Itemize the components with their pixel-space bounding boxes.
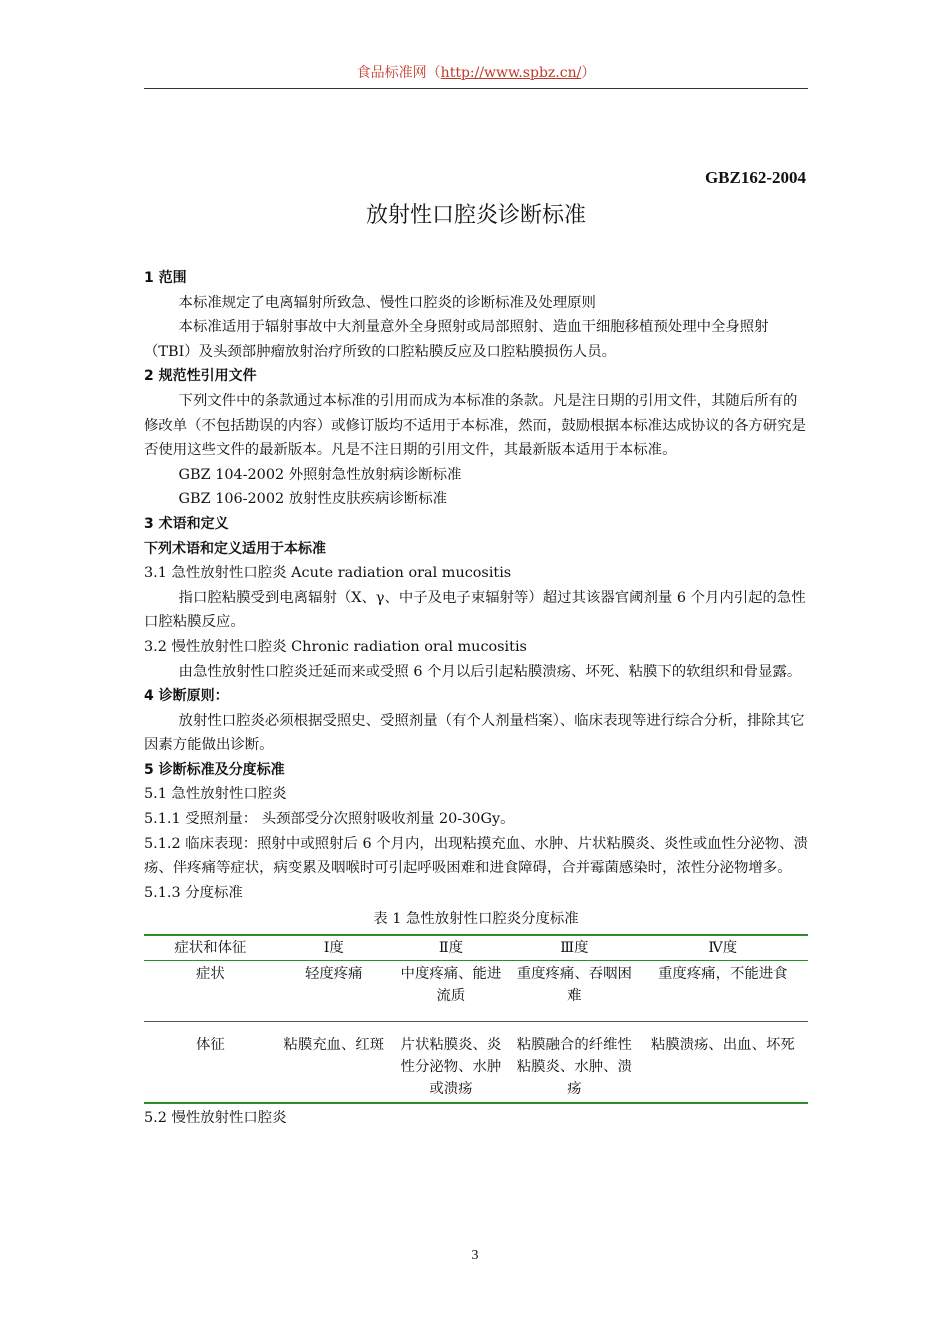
section-5-2: 5.2 慢性放射性口腔炎 — [144, 1110, 287, 1127]
table-row — [144, 1022, 808, 1104]
section-4-paragraph-1: 放射性口腔炎必须根据受照史、受照剂量（有个人剂量档案）、临床表现等进行综合分析，排除其它因素方能做出诊断。 — [144, 712, 805, 754]
header-cell: 症状和体征 — [144, 935, 277, 961]
table-cell: 体征 — [144, 1022, 277, 1104]
table-cell: 症状 — [196, 966, 225, 983]
table-cell: 粘膜溃疡、出血、坏死 — [638, 1022, 808, 1104]
document-title: 放射性口腔炎诊断标准 — [365, 203, 586, 228]
section-3-heading: 3 术语和定义 — [144, 515, 229, 532]
page-header — [144, 62, 808, 82]
table-cell: 重度疼痛，不能进食 — [658, 966, 788, 983]
document-body — [144, 266, 808, 1131]
site-name: 食品标准网（ — [356, 65, 441, 81]
table-cell: 重度疼痛、吞咽困难 — [516, 966, 632, 1005]
header-close-paren: ） — [581, 65, 596, 81]
section-5-1: 5.1 急性放射性口腔炎 — [144, 786, 287, 803]
section-5-1-1: 5.1.1 受照剂量： 头颈部受分次照射吸收剂量 20-30Gy。 — [144, 811, 515, 828]
table-cell: 片状粘膜炎、炎性分泌物、水肿或溃疡 — [391, 1022, 511, 1104]
reference-gbz106: GBZ 106-2002 放射性皮肤疾病诊断标准 — [178, 491, 448, 508]
section-3-intro: 下列术语和定义适用于本标准 — [144, 540, 326, 557]
section-4-heading: 4 诊断原则： — [144, 688, 229, 705]
table-cell: 轻度疼痛 — [305, 966, 363, 983]
header-cell: Ⅰ度 — [277, 935, 391, 961]
section-1-heading: 1 范围 — [144, 270, 187, 286]
section-5-heading: 5 诊断标准及分度标准 — [144, 761, 285, 778]
table-row — [144, 961, 808, 1022]
section-1-paragraph-2: 本标准适用于辐射事故中大剂量意外全身照射或局部照射、造血干细胞移植预处理中全身照射（TBI）及头颈部肿瘤放射治疗所致的口腔粘膜反应及口腔粘膜损伤人员。 — [144, 319, 769, 360]
term-3-1-definition: 指口腔粘膜受到电离辐射（X、γ、中子及电子束辐射等）超过其该器官阈剂量 6 个月内引起的急性口腔粘膜反应。 — [144, 589, 806, 631]
term-3-2: 3.2 慢性放射性口腔炎 Chronic radiation oral mucositis — [144, 638, 527, 655]
page-number: 3 — [471, 1248, 479, 1263]
term-3-2-definition: 由急性放射性口腔炎迁延而来或受照 6 个月以后引起粘膜溃疡、坏死、粘膜下的软组织和骨显露。 — [178, 663, 802, 680]
table-cell: 中度疼痛、能进流质 — [400, 966, 502, 1005]
header-cell: Ⅱ度 — [391, 935, 511, 961]
table-header-row — [144, 935, 808, 961]
section-2-paragraph-1: 下列文件中的条款通过本标准的引用而成为本标准的条款。凡是注日期的引用文件，其随后所有的修改单（不包括勘误的内容）或修订版均不适用于本标准，然而，鼓励根据本标准达成协议的各方研究是否使用这些文件的最新版本。凡是不注日期的引用文件，其最新版本适用于本标准。 — [144, 392, 806, 459]
section-5-1-2: 5.1.2 临床表现：照射中或照射后 6 个月内，出现粘摸充血、水肿、片状粘膜炎、炎性或血性分泌物、溃疡、伴疼痛等症状，病变累及咽喉时可引起呼吸困难和进食障碍，合并霉菌感染时，浓性分泌物增多。 — [144, 835, 808, 877]
table-cell: 粘膜融合的纤维性粘膜炎、水肿、溃疡 — [511, 1022, 638, 1104]
section-5-1-3: 5.1.3 分度标准 — [144, 884, 243, 901]
header-cell: Ⅲ度 — [511, 935, 638, 961]
header-divider — [144, 88, 808, 89]
reference-gbz104: GBZ 104-2002 外照射急性放射病诊断标准 — [178, 466, 462, 483]
table-cell: 粘膜充血、红斑 — [277, 1022, 391, 1104]
header-cell: Ⅳ度 — [638, 935, 808, 961]
site-url-link[interactable]: http://www.spbz.cn/ — [440, 65, 582, 81]
grading-table — [144, 934, 808, 1104]
standard-code: GBZ162-2004 — [704, 168, 806, 187]
table-1-caption: 表 1 急性放射性口腔炎分度标准 — [373, 911, 579, 928]
section-1-paragraph-1: 本标准规定了电离辐射所致急、慢性口腔炎的诊断标准及处理原则 — [178, 294, 596, 311]
section-2-heading: 2 规范性引用文件 — [144, 368, 257, 385]
term-3-1: 3.1 急性放射性口腔炎 Acute radiation oral mucositis — [144, 565, 512, 582]
